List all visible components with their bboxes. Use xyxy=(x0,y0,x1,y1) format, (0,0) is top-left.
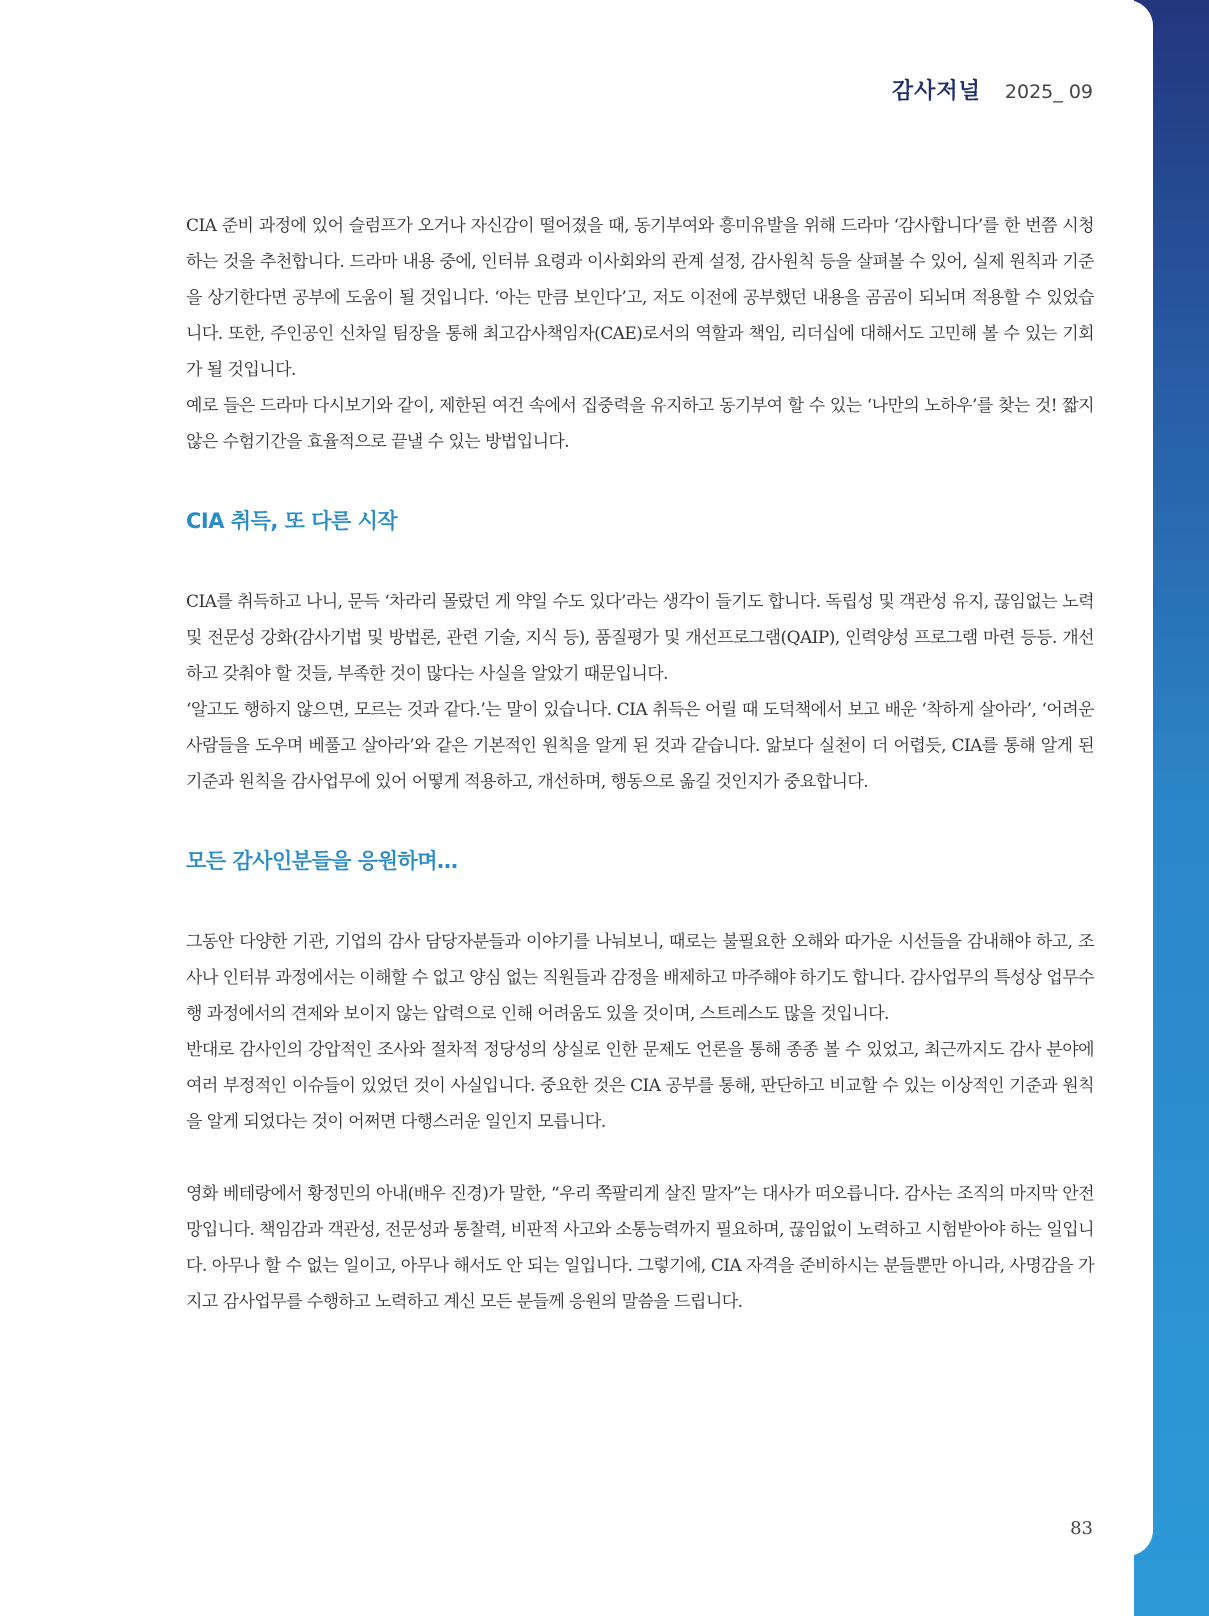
page-header xyxy=(892,74,1093,105)
issue-date: 2025_ 09 xyxy=(1004,81,1093,103)
section2-closing-paragraph: 영화 베테랑에서 황정민의 아내(배우 진경)가 말한, “우리 쪽팔리게 살진 말자”는 대사가 떠오릅니다. 감사는 조직의 마지막 안전망입니다. 책임감과 객관성, 전문성과 통찰력, 비판적 사고와 소통능력까지 필요하며, 끊임없이 노력하고 시험받아야 하는 일입니다. 아무나 할 수 없는 일이고, 아무나 해서도 안 되는 일입니다. 그렇기에, CIA 자격을 준비하시는 분들뿐만 아니라, 사명감을 가지고 감사업무를 수행하고 노력하고 계신 모든 분들께 응원의 말씀을 드립니다. xyxy=(186,1184,1094,1312)
paragraph-gap xyxy=(186,1140,1094,1176)
intro-paragraph-1: CIA 준비 과정에 있어 슬럼프가 오거나 자신감이 떨어졌을 때, 동기부여와 흥미유발을 위해 드라마 ‘감사합니다’를 한 번쯤 시청하는 것을 추천합니다. 드라마 내용 중에, 인터뷰 요령과 이사회와의 관계 설정, 감사원칙 등을 살펴볼 수 있어, 실제 원칙과 기준을 상기한다면 공부에 도움이 될 것입니다. ‘아는 만큼 보인다’고, 저도 이전에 공부했던 내용을 곰곰이 되뇌며 적용할 수 있었습니다. 또한, 주인공인 신차일 팀장을 통해 최고감사책임자(CAE)로서의 역할과 책임, 리더십에 대해서도 고민해 볼 수 있는 기회가 될 것입니다. xyxy=(186,216,1094,380)
section1-paragraph-1: CIA를 취득하고 나니, 문득 ‘차라리 몰랐던 게 약일 수도 있다’라는 생각이 들기도 합니다. 독립성 및 객관성 유지, 끊임없는 노력 및 전문성 강화(감사기법 및 방법론, 관련 기술, 지식 등), 품질평가 및 개선프로그램(QAIP), 인력양성 프로그램 마련 등등. 개선하고 갖춰야 할 것들, 부족한 것이 많다는 사실을 알았기 때문입니다. xyxy=(186,592,1094,684)
section-heading-cheering: 모든 감사인분들을 응원하며… xyxy=(186,849,458,873)
section1-paragraph-2: ‘알고도 행하지 않으면, 모르는 것과 같다.’는 말이 있습니다. CIA 취득은 어릴 때 도덕책에서 보고 배운 ‘착하게 살아라’, ‘어려운 사람들을 도우며 베풀고 살아라’와 같은 기본적인 원칙을 알게 된 것과 같습니다. 앎보다 실천이 더 어렵듯, CIA를 통해 알게 된 기준과 원칙을 감사업무에 있어 어떻게 적용하고, 개선하며, 행동으로 옮길 것인지가 중요합니다. xyxy=(186,700,1094,792)
section-heading-cia-acquisition: CIA 취득, 또 다른 시작 xyxy=(186,509,398,533)
section2-paragraph-1: 그동안 다양한 기관, 기업의 감사 담당자분들과 이야기를 나눠보니, 때로는 불필요한 오해와 따가운 시선들을 감내해야 하고, 조사나 인터뷰 과정에서는 이해할 수 없고 양심 없는 직원들과 감정을 배제하고 마주해야 하기도 합니다. 감사업무의 특성상 업무수행 과정에서의 견제와 보이지 않는 압력으로 인해 어려움도 있을 것이며, 스트레스도 많을 것입니다. xyxy=(186,932,1094,1024)
page-number: 83 xyxy=(1070,1518,1093,1539)
intro-paragraph-2: 예로 들은 드라마 다시보기와 같이, 제한된 여건 속에서 집중력을 유지하고 동기부여 할 수 있는 ‘나만의 노하우’를 찾는 것! 짧지 않은 수험기간을 효율적으로 끝낼 수 있는 방법입니다. xyxy=(186,396,1094,452)
journal-name: 감사저널 xyxy=(891,79,981,104)
section2-paragraph-2: 반대로 감사인의 강압적인 조사와 절차적 정당성의 상실로 인한 문제도 언론을 통해 종종 볼 수 있었고, 최근까지도 감사 분야에 여러 부정적인 이슈들이 있었던 것이 사실입니다. 중요한 것은 CIA 공부를 통해, 판단하고 비교할 수 있는 이상적인 기준과 원칙을 알게 되었다는 것이 어쩌면 다행스러운 일인지 모릅니다. xyxy=(186,1040,1094,1132)
article-body xyxy=(186,208,1094,1320)
